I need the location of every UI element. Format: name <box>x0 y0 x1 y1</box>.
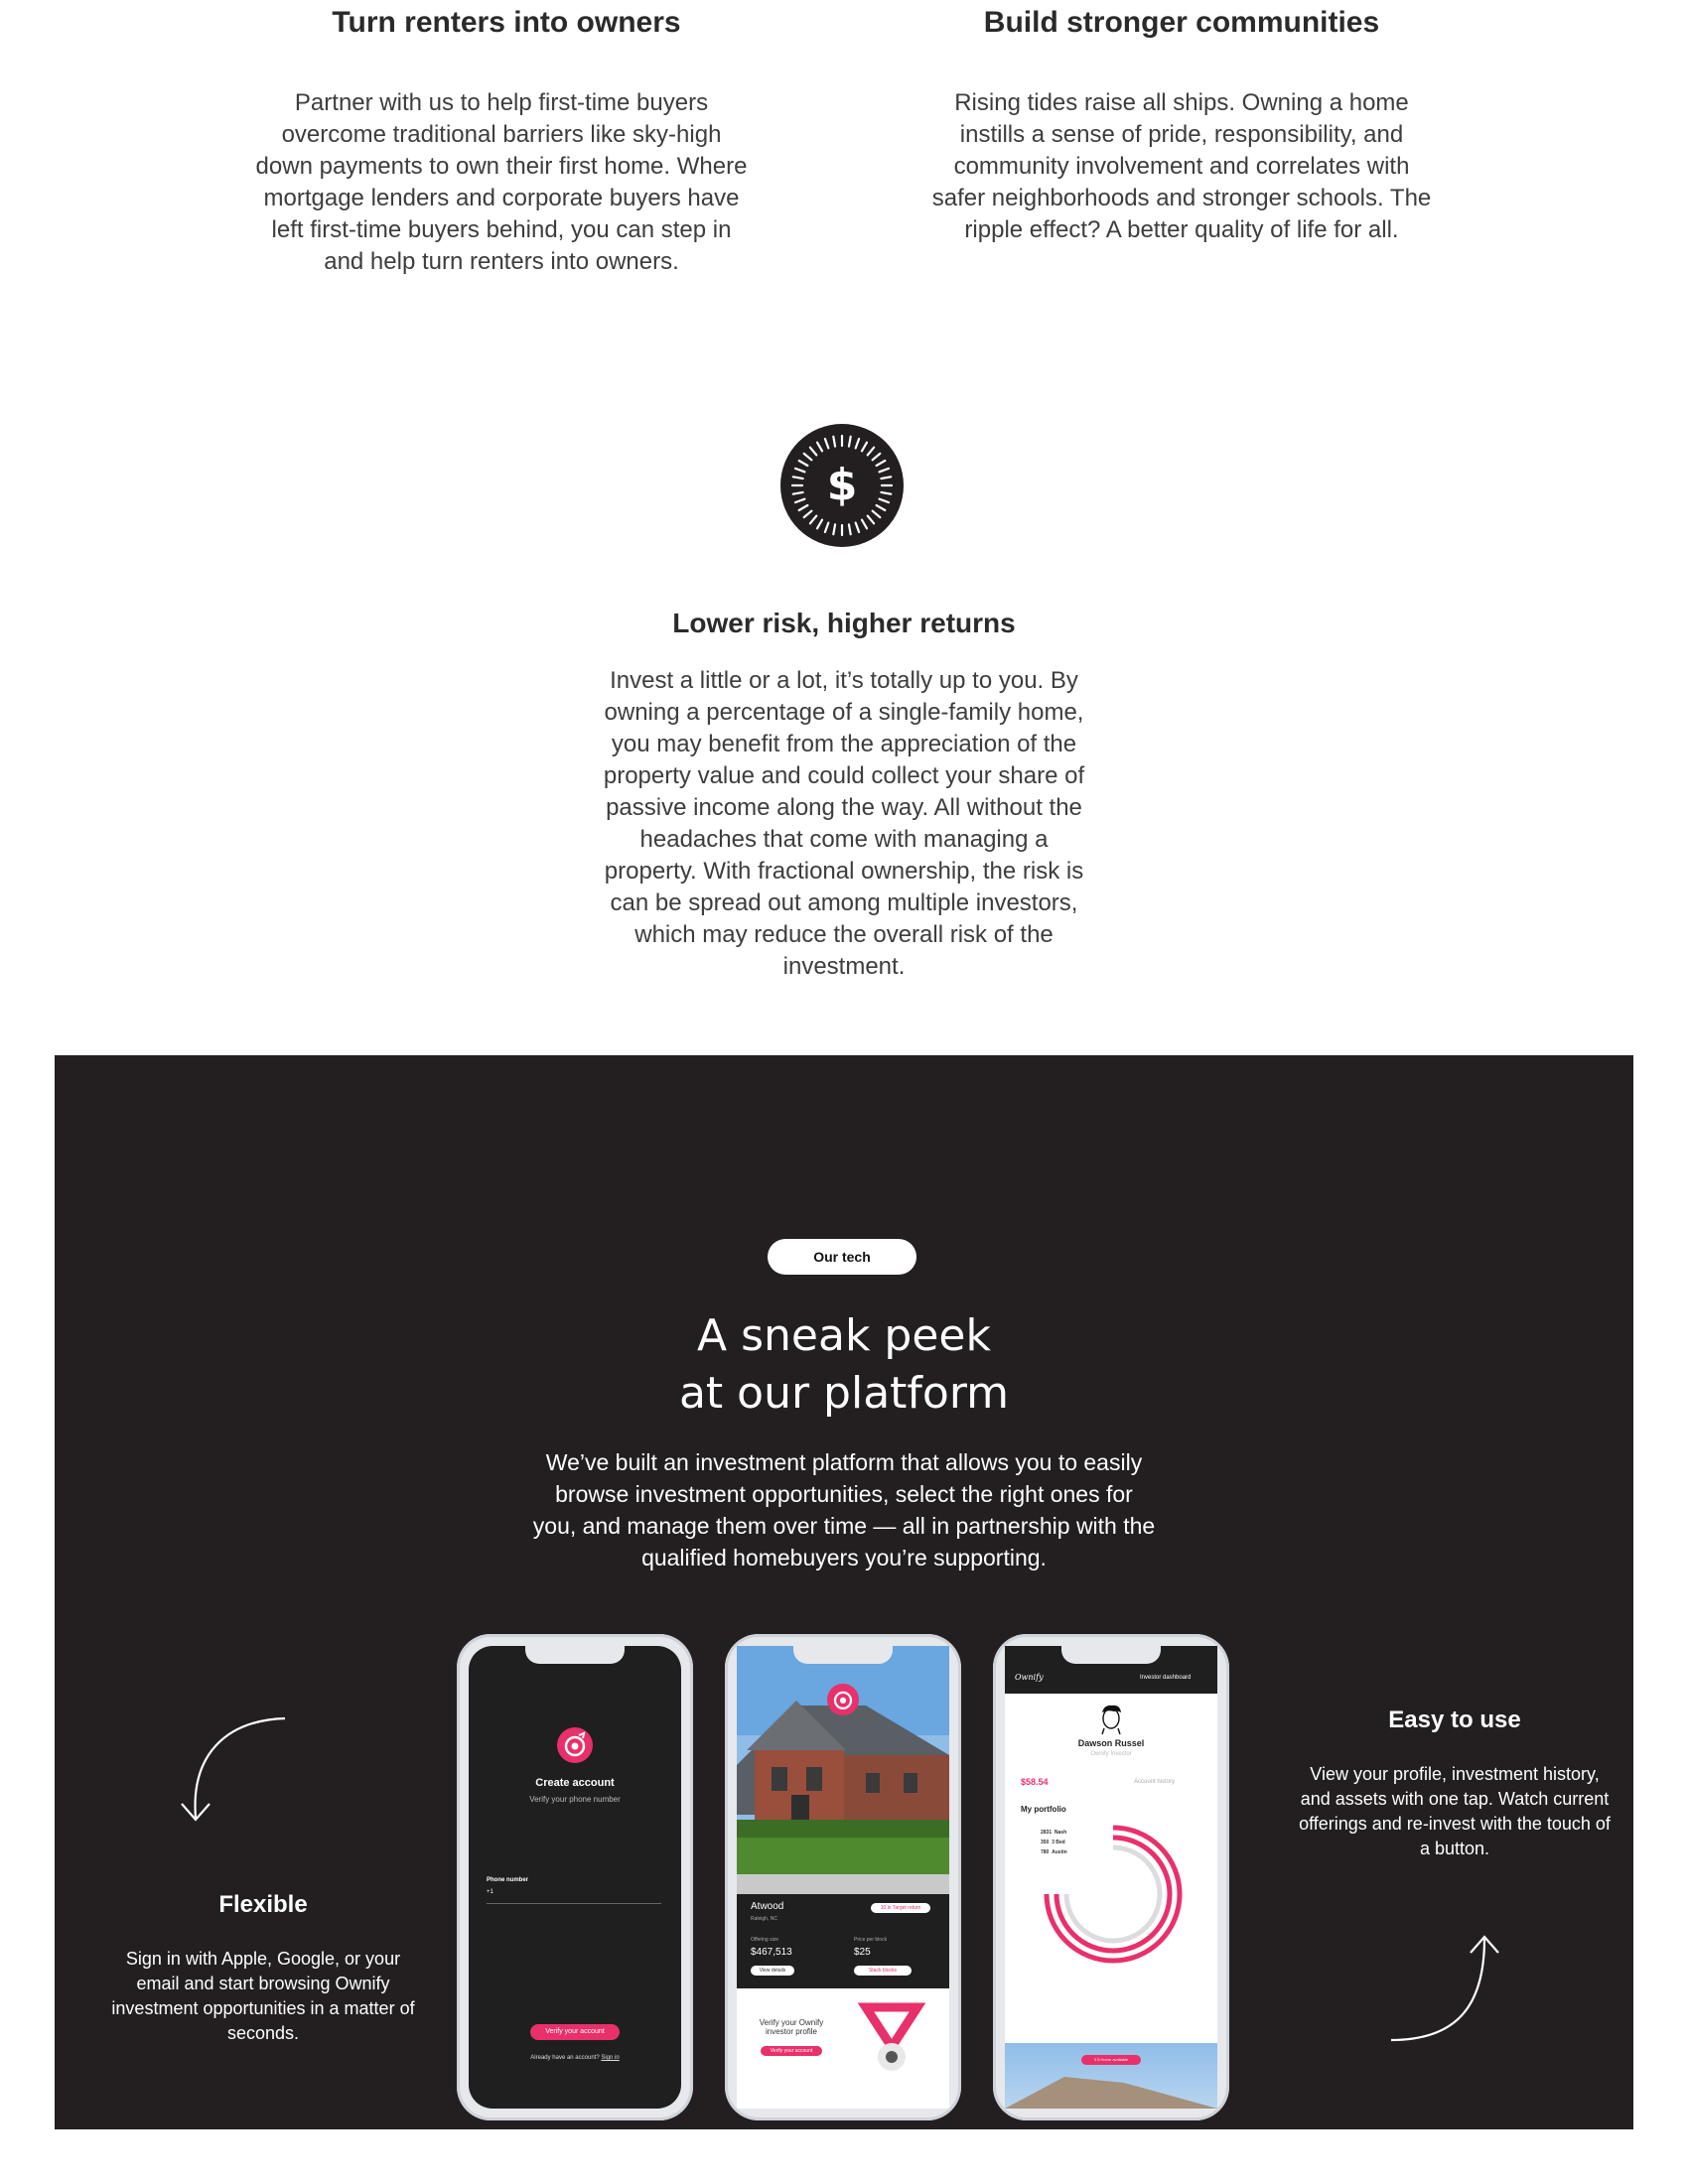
avatar <box>1096 1703 1126 1734</box>
phone-mockup-signup <box>457 1634 693 2120</box>
offering-size-value: $467,513 <box>751 1947 792 1958</box>
our-tech-pill: Our tech <box>768 1239 916 1275</box>
portfolio-row: 780 Austin <box>1041 1849 1067 1855</box>
signup-subheading: Verify your phone number <box>529 1795 621 1804</box>
feature-body-right: Rising tides raise all ships. Owning a home instills a sense of pride, responsibility, and community involvement and correlates with safer neighborhoods and stronger schools. The ripple effect? A better quality of life for all. <box>931 89 1432 243</box>
signin-prompt <box>469 2055 681 2061</box>
tech-title-line2: at our platform <box>678 1368 1010 1419</box>
feature-title-left: Turn renters into owners <box>332 6 681 39</box>
flexible-body: Sign in with Apple, Google, or your email and start browsing Ownify investment opportunities in a matter of seconds. <box>111 1949 415 2043</box>
feature-body-left: Partner with us to help first-time buyers overcome traditional barriers like sky-high down payments to own their first home. Where mortgage lenders and corporate buyers have left first-time buyers behind, you can step in and help turn renters into owners. <box>255 89 748 275</box>
bottom-photo <box>1005 2043 1217 2109</box>
phone-number-input[interactable]: +1 <box>487 1889 661 1904</box>
portfolio-row: 350 3 Bed <box>1041 1840 1065 1845</box>
phone-field-label: Phone number <box>487 1877 529 1883</box>
price-per-block-label: Price per block <box>854 1937 888 1943</box>
portfolio-heading: My portfolio <box>1021 1805 1066 1814</box>
tech-title-line1: A sneak peek <box>697 1310 991 1361</box>
verify-account-button[interactable]: Verify your account <box>530 2024 620 2040</box>
ownify-wordmark: Ownify <box>1015 1673 1044 1682</box>
dashboard-header-title: Investor dashboard <box>1140 1675 1192 1681</box>
phone-mockup-listing <box>725 1634 961 2120</box>
phone-mockup-dashboard <box>993 1634 1229 2120</box>
price-per-block-value: $25 <box>854 1947 871 1958</box>
target-return-badge: 10 in Target return <box>871 1903 930 1913</box>
risk-body: Invest a little or a lot, it’s totally up to you. By owning a percentage of a single-family home, you may benefit from the appreciation of the property value and could collect your share of passive income along the way. All without the headaches that come with managing a property. With fractional ownership, the risk is can be spread out among multiple investors, which may reduce the overall risk of the investment. <box>603 667 1085 980</box>
dollar-glyph: $ <box>826 460 858 510</box>
stack-blocks-button[interactable]: Stack blocks <box>854 1966 912 1976</box>
ownify-logo-icon <box>557 1727 593 1763</box>
phone-screen <box>469 1646 681 2109</box>
flexible-title: Flexible <box>218 1891 308 1918</box>
investor-role: Ownify Investor <box>1090 1751 1132 1757</box>
verify-card-button[interactable]: Verify your account <box>761 2046 822 2056</box>
investor-name: Dawson Russel <box>1077 1738 1145 1748</box>
easy-title: Easy to use <box>1388 1706 1521 1733</box>
view-details-button[interactable]: View details <box>751 1966 794 1976</box>
offering-size-label: Offering size <box>751 1937 778 1943</box>
homes-available-button[interactable]: 5 5 Home available <box>1081 2055 1141 2065</box>
property-location: Raleigh, NC <box>751 1916 777 1922</box>
tech-body: We’ve built an investment platform that allows you to easily browse investment opportunities, select the right ones for you, and manage them over time — all in partnership with the qualified homebuyers you’re supporting. <box>532 1449 1156 1570</box>
phone-notch <box>1061 1646 1161 1664</box>
signin-prompt-text: Already have an account? <box>530 2055 600 2061</box>
tech-section <box>55 1055 1633 2129</box>
portfolio-row: 2831 Nash <box>1041 1830 1067 1836</box>
easy-body: View your profile, investment history, and assets with one tap. Watch current offerings and re-invest with the touch of a button. <box>1299 1764 1611 1858</box>
risk-title: Lower risk, higher returns <box>672 608 1016 638</box>
dollar-dial-icon <box>780 424 904 547</box>
property-name: Atwood <box>751 1901 784 1912</box>
phone-notch <box>793 1646 893 1664</box>
verify-card <box>737 1988 949 2109</box>
phone-notch <box>525 1646 625 1664</box>
phone-screen <box>1005 1646 1217 2109</box>
feature-title-right: Build stronger communities <box>983 6 1380 39</box>
curved-arrow-up-icon <box>1385 1929 1514 2048</box>
medal-badge-icon <box>862 2003 921 2083</box>
signin-link[interactable]: Sign in <box>601 2055 620 2061</box>
curved-arrow-down-icon <box>166 1710 295 1830</box>
account-history-link[interactable]: Account history <box>1134 1779 1176 1785</box>
ownify-logo-icon <box>827 1684 859 1715</box>
signup-heading: Create account <box>535 1777 615 1789</box>
verify-card-title: Verify your Ownify investor profile <box>759 2018 824 2036</box>
portfolio-ring-chart <box>1039 1820 1188 1969</box>
balance-amount: $58.54 <box>1021 1777 1049 1787</box>
phone-screen <box>737 1646 949 2109</box>
